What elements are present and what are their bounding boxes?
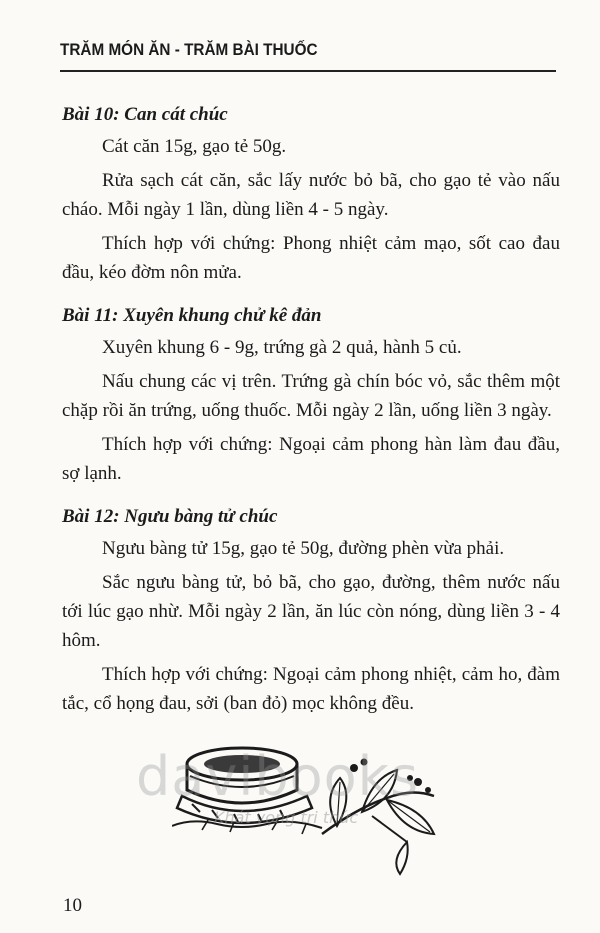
lesson-11 (62, 301, 560, 488)
page-number: 10 (63, 895, 82, 916)
lesson-paragraph: Rửa sạch cát căn, sắc lấy nước bỏ bã, cho gạo tẻ vào nấu cháo. Mỗi ngày 1 lần, dùng liền 4 - 5 ngày. (62, 170, 560, 220)
lesson-paragraph: Thích hợp với chứng: Ngoại cảm phong hàn làm đau đầu, sợ lạnh. (62, 434, 560, 484)
watermark-tagline: Khát vọng tri thức (214, 808, 359, 827)
watermark-logo: davibooks (136, 745, 420, 808)
lesson-title: Bài 12: Ngưu bàng tử chúc (62, 506, 278, 527)
lesson-paragraph: Thích hợp với chứng: Phong nhiệt cảm mạo, sốt cao đau đầu, kéo đờm nôn mửa. (62, 233, 560, 283)
lesson-title: Bài 10: Can cát chúc (62, 104, 228, 125)
lesson-paragraph: Thích hợp với chứng: Ngoại cảm phong nhiệt, cảm ho, đàm tắc, cổ họng đau, sởi (ban đỏ) mọc không đều. (62, 664, 560, 714)
header-rule (60, 70, 556, 72)
lesson-10 (62, 100, 560, 287)
lesson-12 (62, 502, 560, 718)
lesson-paragraph: Cát căn 15g, gạo tẻ 50g. (102, 136, 287, 157)
lesson-paragraph: Sắc ngưu bàng tử, bỏ bã, cho gạo, đường, thêm nước nấu tới lúc gạo nhừ. Mỗi ngày 2 lần, ăn lúc còn nóng, dùng liền 3 - 4 hôm. (62, 572, 560, 651)
page-content (62, 100, 560, 732)
lesson-paragraph: Ngưu bàng tử 15g, gạo tẻ 50g, đường phèn vừa phải. (102, 538, 505, 559)
running-header: TRĂM MÓN ĂN - TRĂM BÀI THUỐC (60, 40, 318, 59)
lesson-paragraph: Nấu chung các vị trên. Trứng gà chín bóc vỏ, sắc thêm một chặp rồi ăn trứng, uống thuốc. Mỗi ngày 2 lần, uống liền 3 ngày. (62, 371, 560, 421)
lesson-paragraph: Xuyên khung 6 - 9g, trứng gà 2 quả, hành 5 củ. (102, 337, 462, 358)
lesson-title: Bài 11: Xuyên khung chử kê đản (62, 305, 322, 326)
